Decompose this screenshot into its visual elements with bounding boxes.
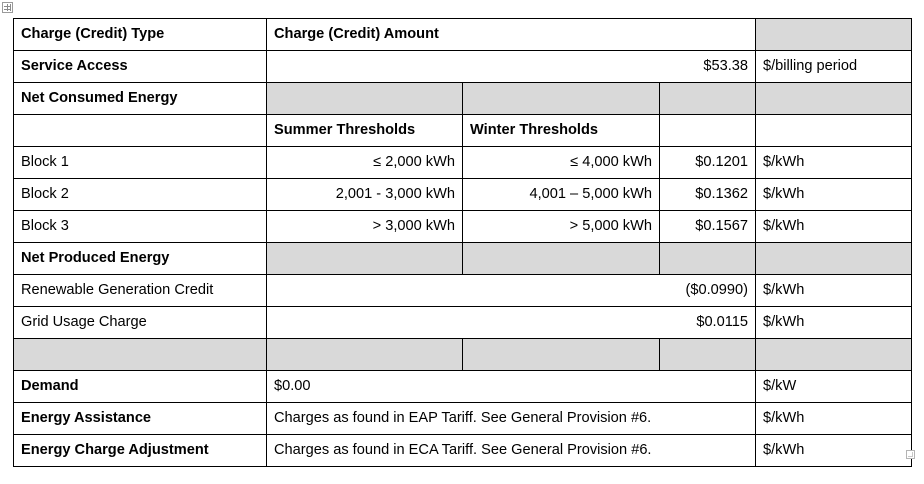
table-row-net-consumed-energy	[14, 83, 912, 115]
cell-block-2-summer: 2,001 - 3,000 kWh	[267, 179, 463, 211]
cell-net-produced-energy-price	[660, 243, 756, 275]
cell-threshold-header-blank	[14, 115, 267, 147]
cell-demand-amount: $0.00	[267, 371, 756, 403]
tariff-rate-table	[13, 18, 912, 467]
table-row-block-3	[14, 211, 912, 243]
table-row-energy-charge-adjustment	[14, 435, 912, 467]
cell-renewable-generation-credit-unit: $/kWh	[756, 275, 912, 307]
row-label-net-consumed-energy: Net Consumed Energy	[14, 83, 267, 115]
cell-block-2-price: $0.1362	[660, 179, 756, 211]
row-label-block-3: Block 3	[14, 211, 267, 243]
row-label-block-1: Block 1	[14, 147, 267, 179]
row-label-energy-assistance: Energy Assistance	[14, 403, 267, 435]
cell-block-3-summer: > 3,000 kWh	[267, 211, 463, 243]
cell-renewable-generation-credit-price: ($0.0990)	[267, 275, 756, 307]
cell-spacer-winter	[463, 339, 660, 371]
cell-service-access-unit: $/billing period	[756, 51, 912, 83]
table-row-header	[14, 19, 912, 51]
table-row-spacer	[14, 339, 912, 371]
table-move-handle-icon[interactable]	[2, 2, 13, 13]
cell-block-3-unit: $/kWh	[756, 211, 912, 243]
row-label-service-access: Service Access	[14, 51, 267, 83]
cell-net-produced-energy-unit	[756, 243, 912, 275]
row-label-demand: Demand	[14, 371, 267, 403]
column-header-winter-thresholds: Winter Thresholds	[463, 115, 660, 147]
cell-block-2-winter: 4,001 – 5,000 kWh	[463, 179, 660, 211]
header-charge-type-label: Charge (Credit) Type	[21, 26, 165, 43]
cell-block-1-summer: ≤ 2,000 kWh	[267, 147, 463, 179]
table-row-renewable-generation-credit	[14, 275, 912, 307]
cell-block-3-winter: > 5,000 kWh	[463, 211, 660, 243]
cell-energy-charge-adjustment-unit: $/kWh	[756, 435, 912, 467]
cell-block-2-unit: $/kWh	[756, 179, 912, 211]
header-cell-charge-type	[14, 19, 267, 51]
table-row-demand	[14, 371, 912, 403]
cell-net-produced-energy-summer	[267, 243, 463, 275]
table-row-service-access	[14, 51, 912, 83]
cell-energy-assistance-unit: $/kWh	[756, 403, 912, 435]
row-label-renewable-generation-credit: Renewable Generation Credit	[14, 275, 267, 307]
header-cell-unit-blank	[756, 19, 912, 51]
cell-demand-unit: $/kW	[756, 371, 912, 403]
row-label-block-2: Block 2	[14, 179, 267, 211]
row-label-net-produced-energy: Net Produced Energy	[14, 243, 267, 275]
cell-net-consumed-energy-price	[660, 83, 756, 115]
cell-service-access-amount: $53.38	[267, 51, 756, 83]
cell-energy-assistance-amount: Charges as found in EAP Tariff. See General Provision #6.	[267, 403, 756, 435]
row-label-energy-charge-adjustment: Energy Charge Adjustment	[14, 435, 267, 467]
table-row-threshold-header	[14, 115, 912, 147]
cell-block-1-winter: ≤ 4,000 kWh	[463, 147, 660, 179]
cell-spacer-price	[660, 339, 756, 371]
cell-spacer-unit	[756, 339, 912, 371]
table-resize-handle-icon[interactable]	[906, 450, 915, 459]
table-row-grid-usage-charge	[14, 307, 912, 339]
table-row-energy-assistance	[14, 403, 912, 435]
cell-grid-usage-charge-price: $0.0115	[267, 307, 756, 339]
table-row-net-produced-energy	[14, 243, 912, 275]
cell-grid-usage-charge-unit: $/kWh	[756, 307, 912, 339]
row-label-grid-usage-charge: Grid Usage Charge	[14, 307, 267, 339]
table-row-block-1	[14, 147, 912, 179]
header-cell-charge-amount	[267, 19, 756, 51]
cell-spacer-type	[14, 339, 267, 371]
cell-block-1-price: $0.1201	[660, 147, 756, 179]
cell-block-1-unit: $/kWh	[756, 147, 912, 179]
cell-net-consumed-energy-summer	[267, 83, 463, 115]
column-header-summer-thresholds: Summer Thresholds	[267, 115, 463, 147]
header-charge-amount-label: Charge (Credit) Amount	[274, 26, 439, 43]
cell-energy-charge-adjustment-amount: Charges as found in ECA Tariff. See General Provision #6.	[267, 435, 756, 467]
cell-threshold-header-unit-blank	[756, 115, 912, 147]
cell-net-produced-energy-winter	[463, 243, 660, 275]
cell-threshold-header-price-blank	[660, 115, 756, 147]
cell-net-consumed-energy-winter	[463, 83, 660, 115]
cell-block-3-price: $0.1567	[660, 211, 756, 243]
cell-net-consumed-energy-unit	[756, 83, 912, 115]
cell-spacer-summer	[267, 339, 463, 371]
table-row-block-2	[14, 179, 912, 211]
